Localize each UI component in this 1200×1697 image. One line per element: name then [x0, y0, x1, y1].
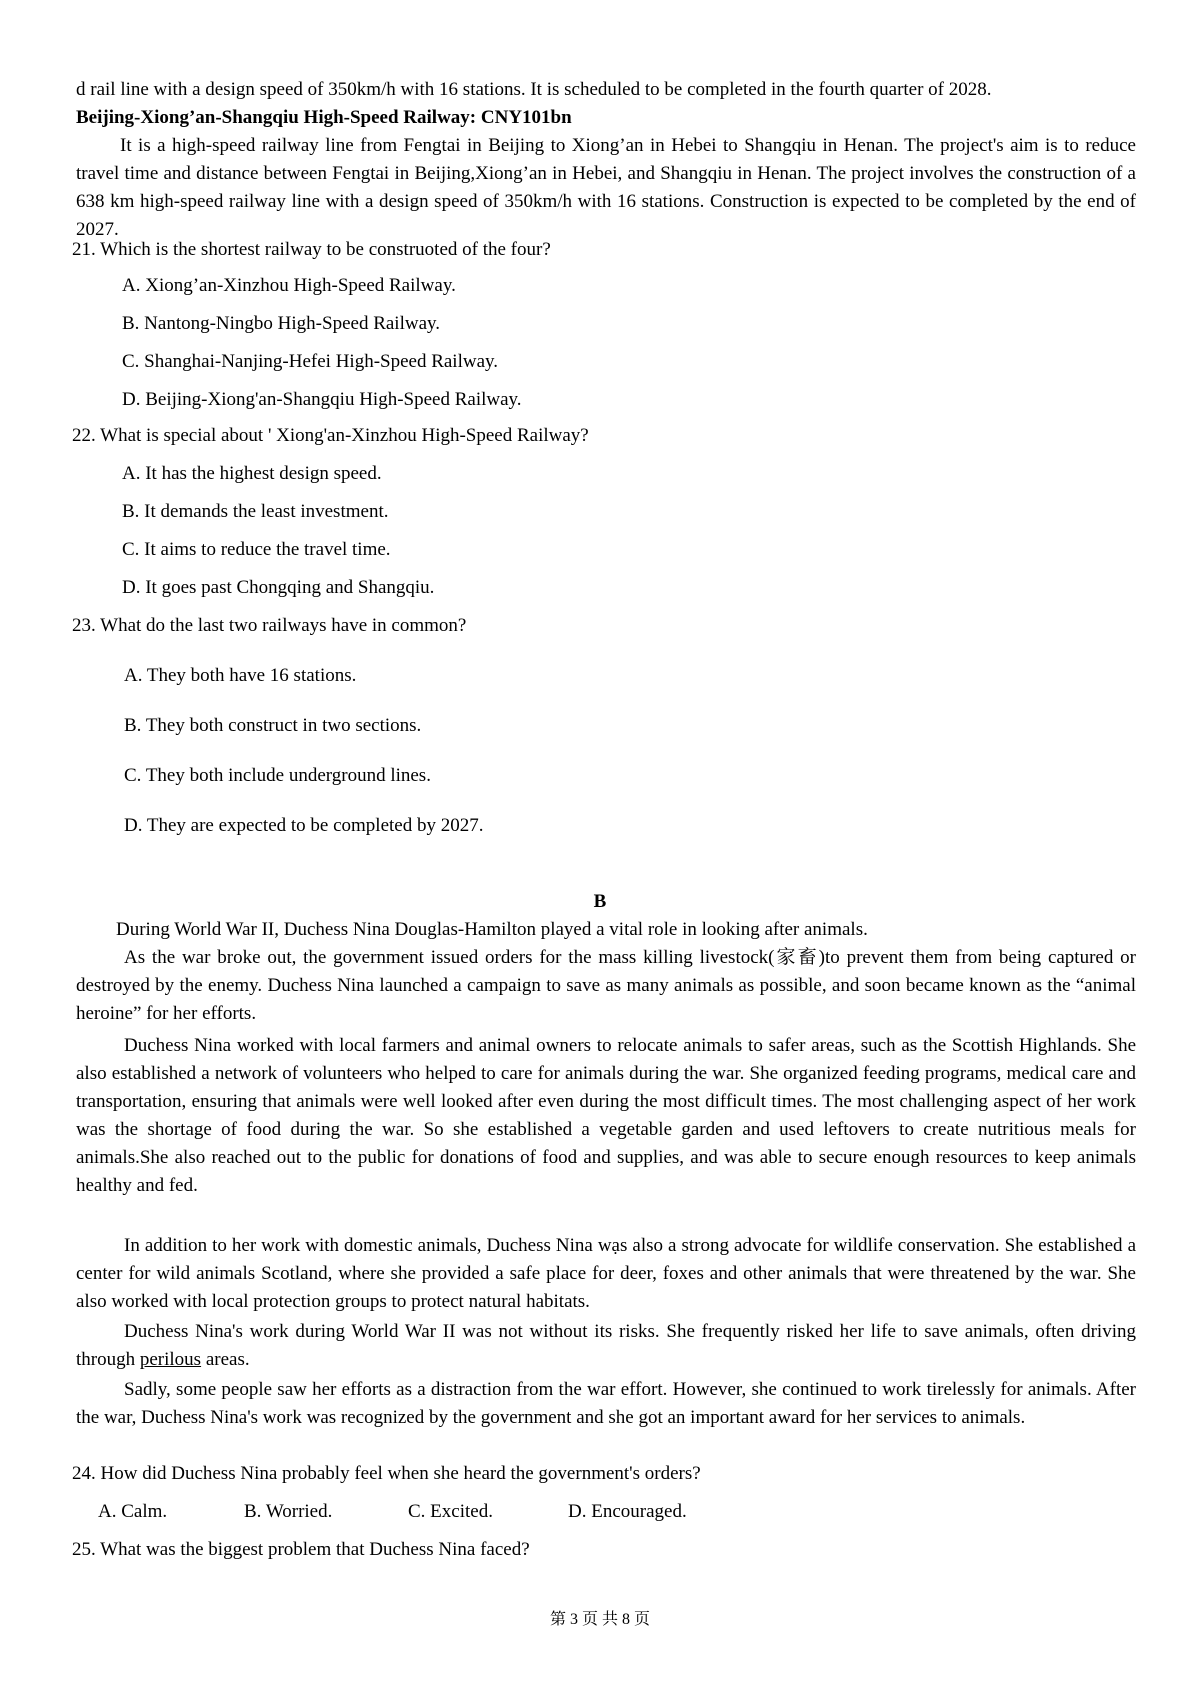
page-footer: 第 3 页 共 8 页 — [549, 1611, 650, 1628]
passage-b-paragraph-2: As the war broke out, the government issued orders for the mass killing livestock(家畜)to prevent them from being captured or destroyed by the enemy. Duchess Nina launched a campaign to save as many animals as possible, and soon became known as the “animal heroine” for her efforts. — [76, 947, 1136, 1024]
passage-b-paragraph-4: In addition to her work with domestic animals, Duchess Nina wạs also a strong advocate for wildlife conservation. She established a center for wild animals Scotland, where she provided a safe place for deer, foxes and other animals that were threatened by the war. She also worked with local protection groups to protect natural habitats. — [76, 1235, 1136, 1312]
question-21-option-d: D. Beijing-Xiong'an-Shangqiu High-Speed Railway. — [122, 389, 522, 410]
question-23-option-a: A. They both have 16 stations. — [124, 665, 357, 686]
question-23-option-c: C. They both include underground lines. — [124, 765, 431, 786]
question-25-stem: 25. What was the biggest problem that Duchess Nina faced? — [72, 1539, 530, 1560]
passage-b-paragraph-6: Sadly, some people saw her efforts as a distraction from the war effort. However, she continued to work tirelessly for animals. After the war, Duchess Nina's work was recognized by the government and she got an important award for her services to animals. — [76, 1379, 1136, 1428]
paragraph-5-text-before: Duchess Nina's work during World War II was not without its risks. She frequently risked her life to save animals, often driving through — [76, 1321, 1136, 1370]
question-23-option-d: D. They are expected to be completed by 2027. — [124, 815, 484, 836]
passage-b-paragraph-3: Duchess Nina worked with local farmers and animal owners to relocate animals to safer areas, such as the Scottish Highlands. She also established a network of volunteers who helped to care for animals during the war. She organized feeding programs, medical care and transportation, ensuring that animals were well looked after even during the most difficult times. The most challenging aspect of her work was the shortage of food during the war. So she established a vegetable garden and used leftovers to create nutritious meals for animals.She also reached out to the public for donations of food and supplies, and was able to secure enough resources to keep animals healthy and fed. — [76, 1035, 1136, 1196]
question-22-stem: 22. What is special about ' Xiong'an-Xinzhou High-Speed Railway? — [72, 425, 589, 446]
section-title: Beijing-Xiong’an-Shangqiu High-Speed Railway: CNY101bn — [76, 107, 572, 128]
passage-b-heading: B — [593, 891, 607, 912]
paragraph-5-text-after: areas. — [201, 1349, 250, 1370]
question-21-option-b: B. Nantong-Ningbo High-Speed Railway. — [122, 313, 441, 334]
question-24-option-d: D. Encouraged. — [568, 1501, 687, 1522]
question-23-option-b: B. They both construct in two sections. — [124, 715, 422, 736]
question-21-stem: 21. Which is the shortest railway to be construoted of the four? — [72, 239, 551, 260]
question-22-option-d: D. It goes past Chongqing and Shangqiu. — [122, 577, 435, 598]
underlined-word: perilous — [139, 1349, 202, 1370]
question-22-option-a: A. It has the highest design speed. — [122, 463, 382, 484]
question-24-option-b: B. Worried. — [244, 1501, 333, 1522]
continued-line: d rail line with a design speed of 350km/h with 16 stations. It is scheduled to be completed in the fourth quarter of 2028. — [76, 79, 992, 100]
question-23-stem: 23. What do the last two railways have in common? — [72, 615, 467, 636]
question-24-option-c: C. Excited. — [408, 1501, 493, 1522]
question-22-option-c: C. It aims to reduce the travel time. — [122, 539, 391, 560]
passage-a-paragraph: It is a high-speed railway line from Fengtai in Beijing to Xiong’an in Hebei to Shangqiu in Henan. The project's aim is to reduce travel time and distance between Fengtai in Beijing,Xiong’an in Hebei, and Shangqiu in Henan. The project involves the construction of a 638 km high-speed railway line with a design speed of 350km/h with 16 stations. Construction is expected to be completed by the end of 2027. — [76, 135, 1136, 240]
question-24-stem: 24. How did Duchess Nina probably feel when she heard the government's orders? — [72, 1463, 701, 1484]
question-24-option-a: A. Calm. — [98, 1501, 168, 1522]
question-21-option-a: A. Xiong’an-Xinzhou High-Speed Railway. — [122, 275, 456, 296]
question-21-option-c: C. Shanghai-Nanjing-Hefei High-Speed Railway. — [122, 351, 499, 372]
passage-b-paragraph-1: During World War II, Duchess Nina Douglas-Hamilton played a vital role in looking after animals. — [116, 919, 868, 940]
question-22-option-b: B. It demands the least investment. — [122, 501, 389, 522]
passage-b-paragraph-5 — [76, 1318, 1136, 1374]
